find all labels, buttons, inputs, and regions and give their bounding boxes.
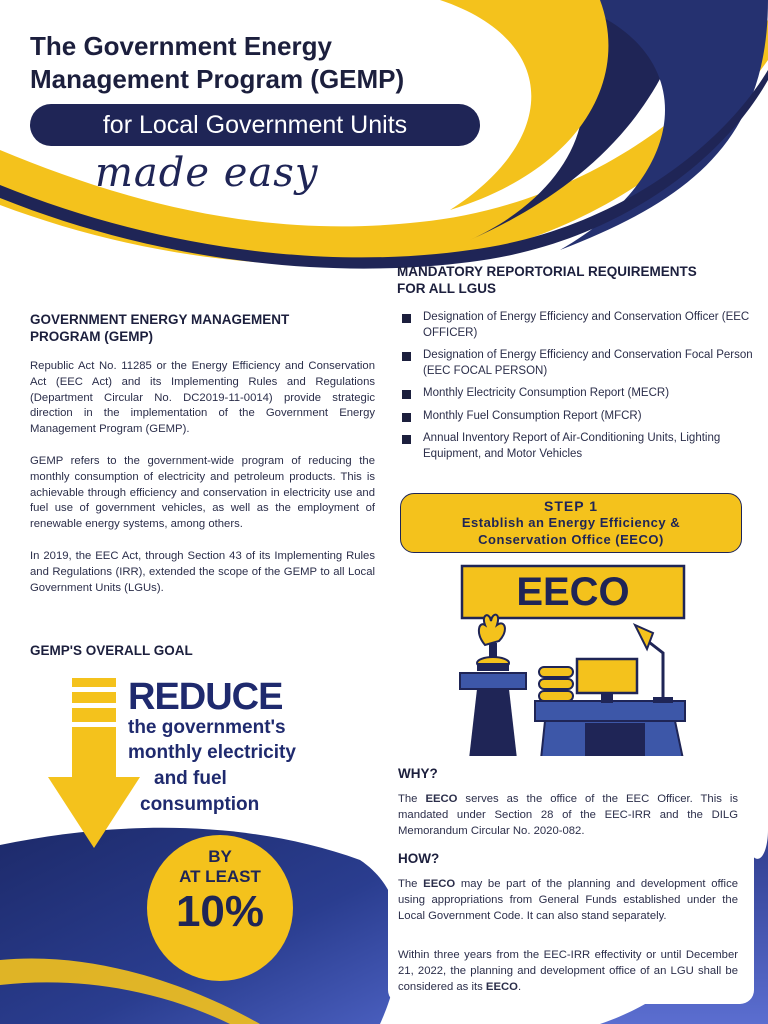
- how-text-pre: The: [398, 878, 424, 890]
- how2-text-post: .: [517, 980, 522, 993]
- eeco-office-illustration: [455, 563, 695, 763]
- step-label: STEP 1: [544, 498, 598, 514]
- why-paragraph: [398, 792, 738, 839]
- why-text-pre: The: [398, 793, 426, 805]
- gemp-heading-line-1: GOVERNMENT ENERGY MANAGEMENT: [30, 312, 290, 327]
- requirement-text: Designation of Energy Efficiency and Conservation Officer (EEC OFFICER): [423, 311, 750, 339]
- requirement-text: Annual Inventory Report of Air-Conditioning Units, Lighting Equipment, and Motor Vehicles: [423, 432, 721, 460]
- gemp-heading-line-2: PROGRAM (GEMP): [30, 329, 153, 344]
- why-text-bold: EECO: [425, 793, 458, 805]
- gemp-section: [30, 311, 375, 596]
- requirements-heading: [397, 263, 747, 297]
- list-item: [400, 310, 755, 341]
- list-item: [400, 409, 755, 425]
- target-at-least: AT LEAST: [179, 867, 261, 886]
- requirements-heading-line-1: MANDATORY REPORTORIAL REQUIREMENTS: [397, 264, 697, 279]
- goal-line-4: consumption: [140, 794, 260, 815]
- target-circle: [147, 835, 293, 981]
- reduce-text: REDUCE: [128, 676, 283, 718]
- eeco-sign-text: EECO: [516, 570, 630, 614]
- how-paragraph-2: [398, 948, 738, 995]
- target-percent: 10%: [175, 887, 265, 936]
- page-title: [30, 30, 510, 96]
- how-text-bold: EECO: [423, 878, 456, 890]
- tagline: made easy: [95, 150, 319, 196]
- gemp-heading: [30, 311, 375, 345]
- list-item: [400, 348, 755, 379]
- bullet-square-icon: [402, 435, 411, 444]
- gemp-paragraph-2: GEMP refers to the government-wide program of reducing the monthly consumption of electricity and petroleum products. This is achievable through efficiency and conservation in electricity use and fuel use of government vehicles, as well as the employment of renewable energy systems, among others.: [30, 454, 375, 531]
- why-heading: WHY?: [398, 766, 438, 781]
- how2-text-bold: EECO: [485, 980, 518, 993]
- step-line-2: Conservation Office (EECO): [478, 532, 664, 547]
- requirements-heading-line-2: FOR ALL LGUS: [397, 281, 496, 296]
- goal-line-2: monthly electricity: [128, 742, 296, 763]
- bullet-square-icon: [402, 390, 411, 399]
- title-line-2: Management Program (GEMP): [30, 64, 405, 94]
- step-line-1: Establish an Energy Efficiency &: [461, 515, 681, 530]
- requirement-text: Monthly Fuel Consumption Report (MFCR): [423, 409, 642, 422]
- how-paragraph-1: [398, 877, 738, 924]
- title-line-1: The Government Energy: [30, 31, 332, 61]
- requirement-text: Designation of Energy Efficiency and Conservation Focal Person (EEC FOCAL PERSON): [423, 349, 753, 377]
- step-1-box: [400, 493, 742, 553]
- gemp-paragraph-1: Republic Act No. 11285 or the Energy Efficiency and Conservation Act (EEC Act) and its Implementing Rules and Regulations (Department Circular No. DC2019-11-0014) provide strategic direction in the implementation of the Government Energy Management Program (GEMP).: [30, 360, 375, 436]
- bullet-square-icon: [402, 413, 411, 422]
- gemp-paragraph-3: In 2019, the EEC Act, through Section 43 of its Implementing Rules and Regulations (IRR), extended the scope of the GEMP to all Local Government Units (LGUs).: [30, 549, 375, 594]
- bullet-square-icon: [402, 352, 411, 361]
- how2-text-pre: Within three years from the EEC-IRR effectivity or until December 21, 2022, the planning and development office of an LGU shall be considered as its: [398, 949, 738, 993]
- goal-heading: GEMP'S OVERALL GOAL: [30, 643, 193, 658]
- list-item: [400, 431, 755, 462]
- why-text-post: serves as the office of the EEC Officer. This is mandated under Section 28 of the EEC-IRR and the DILG Memorandum Circular No. 2020-082.: [398, 793, 738, 837]
- subtitle-pill: for Local Government Units: [30, 104, 480, 146]
- goal-line-3: and fuel: [154, 768, 227, 789]
- requirement-text: Monthly Electricity Consumption Report (MECR): [423, 387, 670, 399]
- requirements-list: [400, 310, 755, 469]
- goal-line-1: the government's: [128, 717, 286, 738]
- list-item: [400, 386, 755, 402]
- bullet-square-icon: [402, 314, 411, 323]
- how-text-post: may be part of the planning and development office using appropriations from General Funds established under the Local Government Code. It can also stand separately.: [398, 878, 739, 922]
- how-heading: HOW?: [398, 851, 440, 866]
- target-by: BY: [208, 847, 232, 866]
